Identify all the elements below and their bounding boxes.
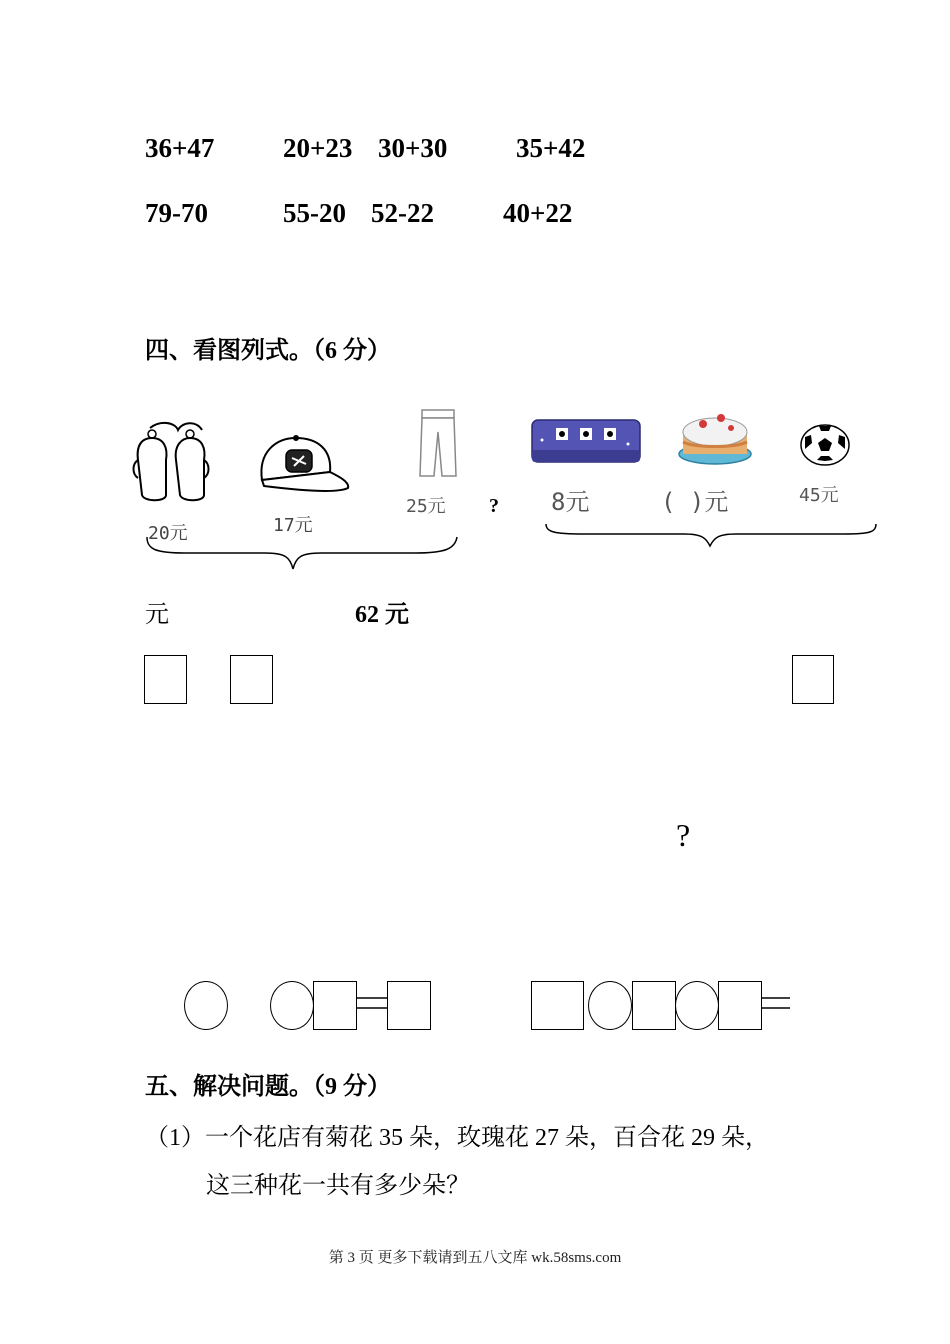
expr-3: 30+30 [378, 133, 448, 163]
right-brace [544, 522, 878, 552]
cake-price: ( )元 [661, 488, 729, 516]
section4-heading: 四、看图列式。（6 分） [145, 338, 391, 364]
middle-question-mark: ? [489, 495, 499, 517]
cap-icon [256, 432, 352, 502]
left-brace [145, 535, 460, 575]
cake-icon [675, 406, 755, 470]
mittens-price: 20元 [148, 523, 188, 544]
cap-price: 17元 [273, 515, 313, 536]
page-footer: 第 3 页 更多下载请到五八文库 wk.58sms.com [328, 1250, 622, 1266]
problem1-line2: 这三种花一共有多少朵？ [206, 1173, 470, 1199]
answer-box-3[interactable] [792, 655, 834, 704]
pencil-case-icon [530, 414, 642, 466]
expr-1: 36+47 [145, 133, 215, 163]
soccer-ball-icon [799, 423, 851, 467]
operator-circle-3[interactable] [588, 981, 632, 1030]
result-box-1[interactable] [387, 981, 431, 1030]
answer-box-2[interactable] [230, 655, 273, 704]
expr-8: 40+22 [503, 198, 573, 228]
equals-sign-1 [357, 994, 387, 1014]
section5-heading: 五、解决问题。（9 分） [145, 1074, 391, 1100]
problem1-line1: （1）一个花店有菊花 35 朵，玫瑰花 27 朵，百合花 29 朵， [145, 1125, 769, 1151]
expr-4: 35+42 [516, 133, 586, 163]
right-total-label: 62 元 [355, 602, 409, 628]
expr-6: 55-20 [283, 198, 346, 228]
mittens-icon [130, 420, 210, 510]
left-total-label: 元 [145, 602, 169, 628]
operator-circle-4[interactable] [675, 981, 719, 1030]
second-question-mark: ? [676, 817, 691, 853]
number-box-1[interactable] [313, 981, 357, 1030]
answer-box-1[interactable] [144, 655, 187, 704]
number-box-3[interactable] [632, 981, 676, 1030]
soccer-ball-price: 45元 [799, 485, 839, 506]
trousers-price: 25元 [406, 496, 446, 517]
operator-circle-2[interactable] [270, 981, 314, 1030]
equals-sign-2 [762, 994, 792, 1014]
operator-circle-1[interactable] [184, 981, 228, 1030]
expr-5: 79-70 [145, 198, 208, 228]
trousers-icon [418, 408, 460, 480]
pencil-case-price: 8元 [551, 488, 590, 516]
expr-2: 20+23 [283, 133, 353, 163]
number-box-2[interactable] [531, 981, 584, 1030]
expr-7: 52-22 [371, 198, 434, 228]
number-box-4[interactable] [718, 981, 762, 1030]
